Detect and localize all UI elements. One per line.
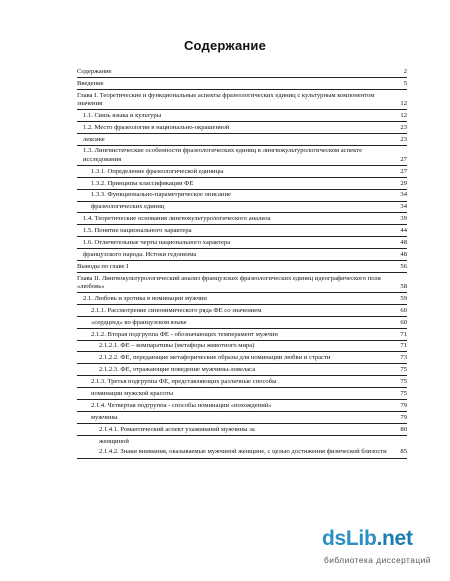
toc-entry-title: 2.1.2.2. ФЕ, передающие метафорические образы для номинации любви и страсти: [99, 354, 331, 362]
toc-entry-page: 2: [403, 67, 407, 75]
toc-entry-page: 79: [400, 401, 407, 409]
toc-entry-page: 5: [403, 79, 407, 87]
toc-entry-page: 73: [400, 354, 407, 362]
toc-entry[interactable]: [77, 352, 407, 364]
toc-entry[interactable]: [77, 317, 407, 329]
toc-entry[interactable]: [77, 364, 407, 376]
toc-entry[interactable]: [77, 90, 407, 110]
toc-entry[interactable]: [77, 213, 407, 225]
toc-entry[interactable]: [77, 237, 407, 249]
toc-entry[interactable]: [77, 261, 407, 273]
toc-entry-page: 27: [400, 167, 407, 175]
toc-entry-title: 1.3. Лингвистические особенности фразеологических единиц в лингвокультурологическом аспекте исследования: [83, 147, 362, 163]
toc-entry-page: 44: [400, 227, 407, 235]
toc-entry-title: Выводы по главе I: [77, 262, 129, 270]
toc-entry-title: фразеологических единиц: [91, 203, 165, 211]
toc-entry[interactable]: [77, 436, 407, 447]
toc-entry-page: 27: [400, 155, 407, 163]
toc-entry-title: Содержание: [77, 67, 112, 75]
toc-entry[interactable]: [77, 400, 407, 412]
toc-entry-page: 48: [400, 238, 407, 246]
toc-entry-page: 48: [400, 250, 407, 258]
toc-entry[interactable]: [77, 412, 407, 424]
toc-entry-title: 2.1.4. Четвертая подгруппа - способы номинации «похождений»: [91, 401, 272, 409]
page-title: Содержание: [183, 38, 267, 53]
toc-entry[interactable]: [77, 78, 407, 90]
toc-entry-page: 39: [400, 215, 407, 223]
toc-entry-page: 75: [400, 389, 407, 397]
toc-entry-page: 60: [400, 306, 407, 314]
watermark: [322, 525, 440, 571]
watermark-tagline: библиотека диссертаций: [324, 555, 431, 565]
toc-entry-page: 75: [400, 378, 407, 386]
toc-entry-title: 2.1.2. Вторая подгруппа ФЕ - обозначающих темперамент мужчин: [91, 330, 278, 338]
fade-overlay: [150, 555, 315, 569]
toc-entry-page: 85: [400, 448, 407, 456]
toc-entry-title: 2.1.2.1. ФЕ – компаративы (метафоры животного мира): [99, 342, 255, 350]
toc-entry-page: 23: [400, 123, 407, 131]
toc-entry-title: 1.4. Теоретические основания лингвокультурологического анализа: [83, 215, 271, 223]
toc-entry-title: 1.2. Место фразеологии в национально-окрашенной: [83, 123, 230, 131]
watermark-logo-prefix: dsLib: [322, 527, 377, 550]
toc-entry[interactable]: [77, 66, 407, 78]
toc-entry-title: лексике: [83, 135, 105, 143]
toc-entry-page: 58: [400, 282, 407, 290]
toc-entry-title: номинации мужской красоты: [91, 389, 174, 397]
toc-entry-page: 56: [400, 262, 407, 270]
table-of-contents: [77, 66, 407, 459]
toc-entry[interactable]: [77, 329, 407, 341]
watermark-logo: [322, 527, 413, 551]
toc-entry-title: 1.3.1. Определение фразеологической единицы: [91, 167, 224, 175]
toc-entry-title: 2.1.2.3. ФЕ, отражающие поведение мужчины-ловеласа: [99, 366, 256, 374]
toc-entry-title: 2.1.1. Рассмотрение синонимического ряда ФЕ со значением: [91, 306, 262, 314]
toc-entry-page: 60: [400, 318, 407, 326]
toc-entry[interactable]: [77, 305, 407, 317]
toc-entry-title: «сердцеед» во французском языке: [91, 318, 187, 326]
toc-entry-page: 75: [400, 366, 407, 374]
toc-entry-page: 12: [400, 111, 407, 119]
toc-entry-page: 80: [400, 425, 407, 433]
toc-entry[interactable]: [77, 134, 407, 146]
toc-entry-title: 2.1.4.1. Романтический аспект ухаживаний мужчины за: [99, 425, 255, 433]
toc-entry[interactable]: [77, 122, 407, 134]
toc-entry-title: 2.1.3. Третья подгруппа ФЕ, представляющих различные способы: [91, 378, 277, 386]
toc-entry[interactable]: [77, 190, 407, 202]
toc-entry-title: женщиной: [99, 437, 129, 445]
toc-entry[interactable]: [77, 249, 407, 261]
toc-entry[interactable]: [77, 424, 407, 436]
toc-entry-page: 71: [400, 342, 407, 350]
toc-entry-title: мужчины: [91, 413, 118, 421]
toc-entry[interactable]: [77, 376, 407, 388]
toc-entry-page: 59: [400, 294, 407, 302]
toc-entry-page: 23: [400, 135, 407, 143]
toc-entry-page: 34: [400, 191, 407, 199]
toc-entry[interactable]: [77, 293, 407, 305]
toc-entry-page: 29: [400, 179, 407, 187]
toc-entry[interactable]: [77, 110, 407, 122]
toc-entry-page: 34: [400, 203, 407, 211]
toc-entry-title: французского народа. Истоки гедонизма: [83, 250, 197, 258]
watermark-logo-suffix: .net: [376, 527, 413, 550]
toc-entry-page: 71: [400, 330, 407, 338]
toc-entry-title: 2.1.4.2. Знаки внимания, оказываемые мужчиной женщине, с целью достижения физической близости: [99, 448, 387, 456]
toc-entry-title: 1.5. Понятие национального характера: [83, 227, 192, 235]
toc-entry[interactable]: [77, 166, 407, 178]
toc-entry-title: Глава II. Лингвокультурологический анализ французских фразеологических единиц идеографического поля «любовь»: [77, 274, 381, 290]
toc-entry-title: Глава I. Теоретические и функциональные аспекты фразеологических единиц с культурным компонентом значения: [77, 91, 375, 107]
toc-entry[interactable]: [77, 178, 407, 190]
toc-entry[interactable]: [77, 225, 407, 237]
toc-entry[interactable]: [77, 273, 407, 293]
toc-entry[interactable]: [77, 202, 407, 214]
toc-entry-title: 2.1. Любовь и эротика в номинации мужчин: [83, 294, 207, 302]
toc-entry[interactable]: [77, 447, 407, 459]
toc-entry-title: 1.3.3. Функционально-параметрическое описание: [91, 191, 231, 199]
toc-entry-page: 12: [400, 99, 407, 107]
toc-entry[interactable]: [77, 388, 407, 400]
toc-entry-title: 1.6. Отличительные черты национального характера: [83, 238, 231, 246]
toc-entry[interactable]: [77, 341, 407, 353]
toc-entry-title: 1.1. Связь языка и культуры: [83, 111, 162, 119]
toc-entry-page: 79: [400, 413, 407, 421]
toc-entry-title: 1.3.2. Принципы классификации ФЕ: [91, 179, 194, 187]
toc-entry[interactable]: [77, 146, 407, 166]
toc-entry-title: Введение: [77, 79, 104, 87]
